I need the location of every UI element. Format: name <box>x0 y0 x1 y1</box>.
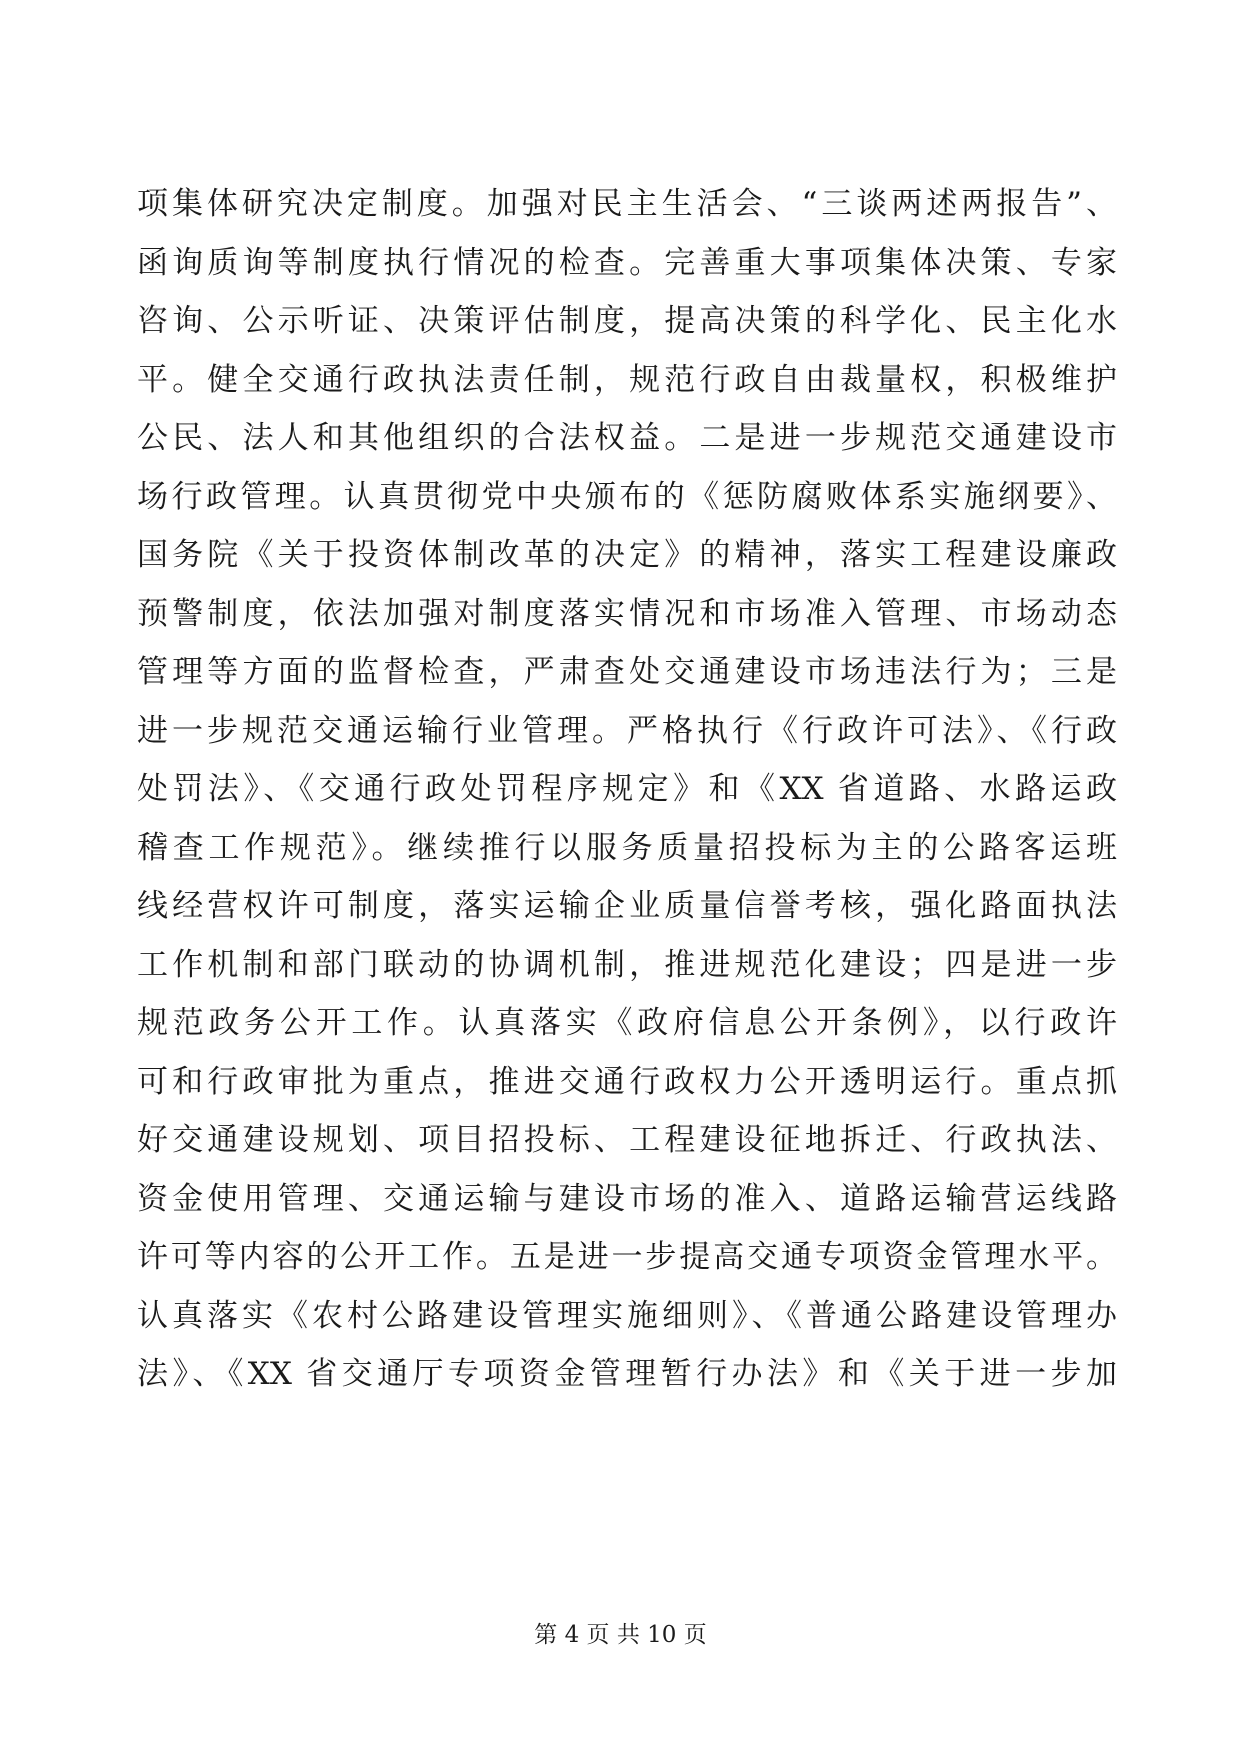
text-line-9: 管理等方面的监督检查，严肃查处交通建设市场违法行为；三是 <box>137 654 1117 690</box>
text-line-7: 国务院《关于投资体制改革的决定》的精神，落实工程建设廉政 <box>137 537 1117 573</box>
text-line-17: 好交通建设规划、项目招投标、工程建设征地拆迁、行政执法、 <box>137 1122 1117 1158</box>
body-text <box>137 175 1117 1404</box>
text-line-6: 场行政管理。认真贯彻党中央颁布的《惩防腐败体系实施纲要》、 <box>137 478 1117 515</box>
text-line-4: 平。健全交通行政执法责任制，规范行政自由裁量权，积极维护 <box>137 361 1117 398</box>
text-line-3: 咨询、公示听证、决策评估制度，提高决策的科学化、民主化水 <box>137 303 1117 339</box>
text-line-18: 资金使用管理、交通运输与建设市场的准入、道路运输营运线路 <box>137 1180 1117 1217</box>
text-line-11: 处罚法》、《交通行政处罚程序规定》和《XX 省道路、水路运政 <box>137 771 1117 807</box>
text-line-1: 项集体研究决定制度。加强对民主生活会、“三谈两述两报告”、 <box>137 186 1117 222</box>
text-line-16: 可和行政审批为重点，推进交通行政权力公开透明运行。重点抓 <box>137 1063 1117 1100</box>
text-line-8: 预警制度，依法加强对制度落实情况和市场准入管理、市场动态 <box>137 595 1117 632</box>
page-number-label: 第 4 页 共 10 页 <box>534 1622 707 1648</box>
page-footer <box>0 1620 1241 1650</box>
text-line-12: 稽查工作规范》。继续推行以服务质量招投标为主的公路客运班 <box>137 829 1117 866</box>
text-line-5: 公民、法人和其他组织的合法权益。二是进一步规范交通建设市 <box>137 420 1117 456</box>
text-line-10: 进一步规范交通运输行业管理。严格执行《行政许可法》、《行政 <box>137 712 1117 749</box>
text-line-19: 许可等内容的公开工作。五是进一步提高交通专项资金管理水平。 <box>137 1239 1117 1275</box>
text-line-21: 法》、《XX 省交通厅专项资金管理暂行办法》和《关于进一步加 <box>137 1356 1117 1392</box>
text-line-14: 工作机制和部门联动的协调机制，推进规范化建设；四是进一步 <box>137 946 1117 983</box>
text-line-15: 规范政务公开工作。认真落实《政府信息公开条例》，以行政许 <box>137 1005 1117 1041</box>
text-line-13: 线经营权许可制度，落实运输企业质量信誉考核，强化路面执法 <box>137 888 1117 924</box>
text-line-20: 认真落实《农村公路建设管理实施细则》、《普通公路建设管理办 <box>137 1297 1117 1334</box>
text-line-2: 函询质询等制度执行情况的检查。完善重大事项集体决策、专家 <box>137 244 1117 281</box>
